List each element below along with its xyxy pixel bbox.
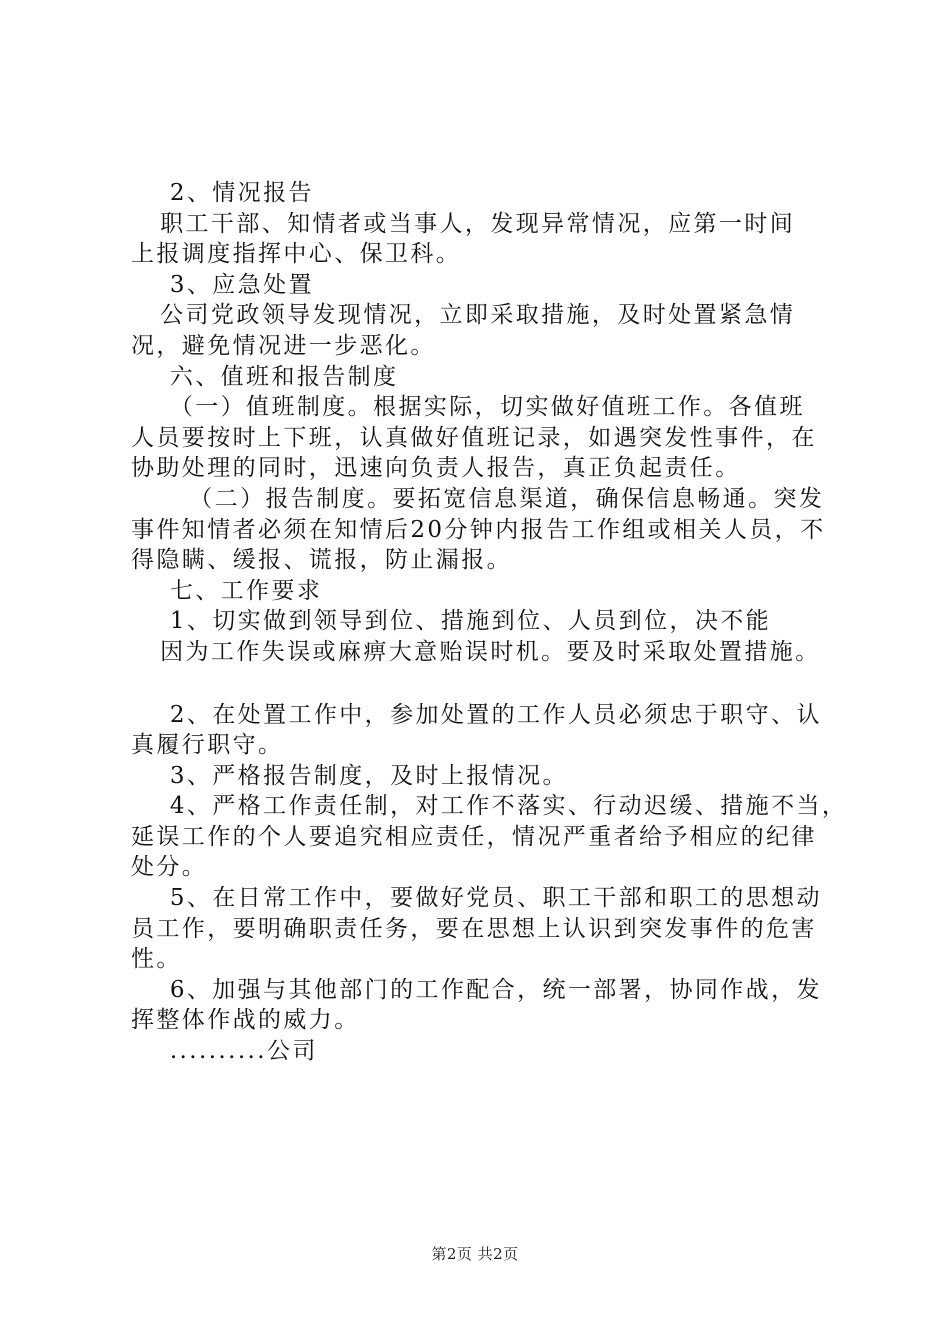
text-line: 职工干部、知情者或当事人，发现异常情况，应第一时间 (131, 210, 796, 237)
text-line: 真履行职守。 (131, 732, 284, 759)
text-line: 公司党政领导发现情况，立即采取措施，及时处置紧急情 (131, 302, 796, 329)
document-body (131, 178, 848, 1067)
paragraph-gap (131, 668, 841, 700)
text-line: 得隐瞒、缓报、谎报，防止漏报。 (131, 547, 512, 574)
text-line: 3、严格报告制度，及时上报情况。 (131, 762, 568, 789)
text-line: 2、情况报告 (131, 180, 314, 206)
text-line: 处分。 (131, 854, 208, 881)
text-line: （一）值班制度。根据实际，切实做好值班工作。各值班 (131, 394, 805, 421)
text-line: 挥整体作战的威力。 (131, 1007, 360, 1034)
text-line: 性。 (131, 946, 182, 973)
text-line: 2、在处置工作中，参加处置的工作人员必须忠于职守、认 (131, 701, 822, 728)
text-line: 4、严格工作责任制，对工作不落实、行动迟缓、措施不当， (131, 793, 848, 820)
text-line: 6、加强与其他部门的工作配合，统一部署，协同作战，发 (131, 976, 822, 1003)
text-line: 员工作，要明确职责任务，要在思想上认识到突发事件的危害 (131, 915, 817, 942)
text-line: 5、在日常工作中，要做好党员、职工干部和职工的思想动 (131, 885, 822, 912)
section-heading: 六、值班和报告制度 (131, 363, 399, 390)
text-line: 协助处理的同时，迅速向负责人报告，真正负起责任。 (131, 455, 741, 482)
text-line: 因为工作失误或麻痹大意贻误时机。要及时采取处置措施。 (131, 638, 821, 665)
text-line: 况，避免情况进一步恶化。 (131, 332, 436, 359)
page-number-footer: 第2页 共2页 (431, 1245, 519, 1263)
signature-line: ..........公司 (131, 1038, 318, 1065)
text-line: （二）报告制度。要拓宽信息渠道，确保信息畅通。突发 (131, 485, 825, 512)
section-heading: 七、工作要求 (131, 577, 323, 604)
text-line: 上报调度指挥中心、保卫科。 (131, 241, 462, 268)
text-line: 延误工作的个人要追究相应责任，情况严重者给予相应的纪律 (131, 823, 817, 850)
text-line: 3、应急处置 (131, 271, 314, 298)
text-line: 人员要按时上下班，认真做好值班记录，如遇突发性事件，在 (131, 424, 817, 451)
text-line: 1、切实做到领导到位、措施到位、人员到位，决不能 (131, 608, 772, 635)
text-line: 事件知情者必须在知情后20分钟内报告工作组或相关人员，不 (131, 516, 826, 543)
